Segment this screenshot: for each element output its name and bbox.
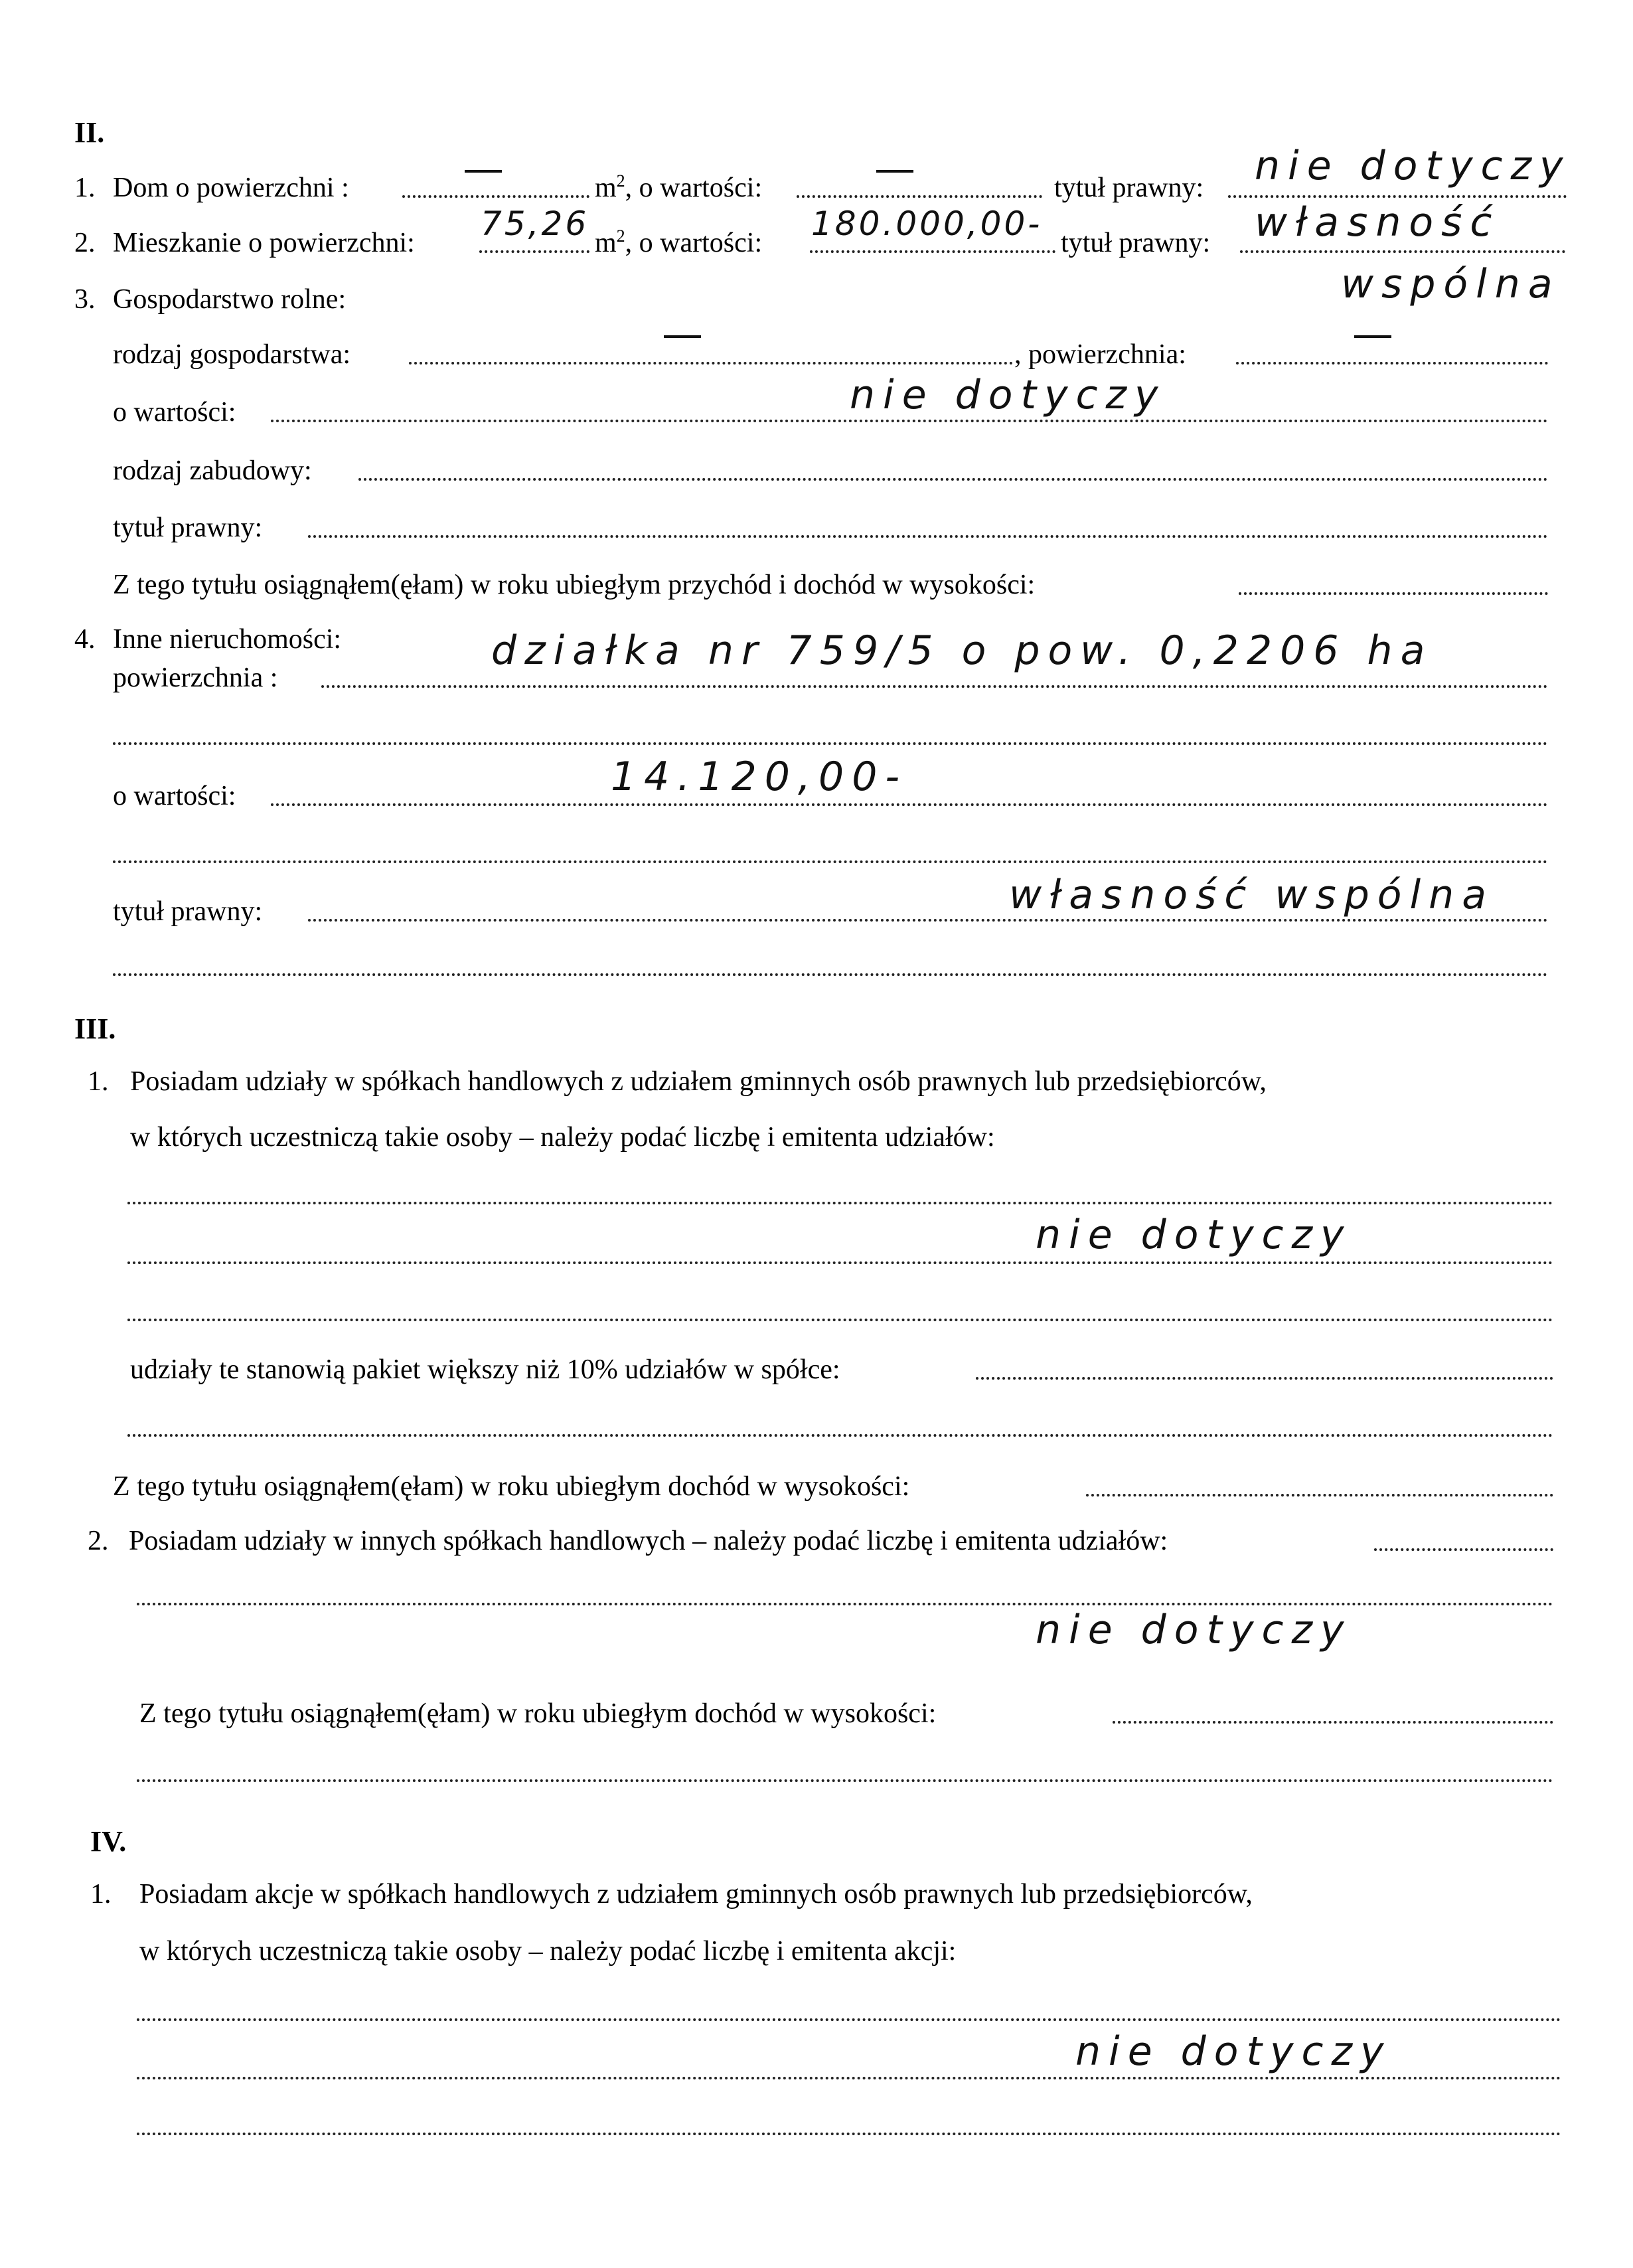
farm-title-field[interactable]: [308, 535, 1548, 538]
s3-item-2-income-label: Z tego tytułu osiągnąłem(ęłam) w roku ubiegłym dochód w wysokości:: [139, 1698, 937, 1729]
item-2-number: 2.: [74, 228, 96, 258]
apartment-area-field[interactable]: [479, 250, 589, 253]
house-title-field[interactable]: [1228, 195, 1567, 198]
section-3-heading: III.: [74, 1012, 116, 1045]
s4-item-1-field-2[interactable]: [137, 2077, 1561, 2079]
other-value-field-2[interactable]: [113, 860, 1548, 863]
section-4-heading: IV.: [90, 1825, 127, 1858]
other-area-field-2[interactable]: [113, 742, 1548, 745]
s3-item-2-line-1: Posiadam udziały w innych spółkach handlowych – należy podać liczbę i emitenta udziałów:: [129, 1526, 1168, 1556]
apartment-area-unit: $m^2$, o wartości:: [595, 226, 763, 258]
other-title-label: tytuł prawny:: [113, 896, 263, 927]
farm-type-dash: [664, 335, 701, 338]
apartment-title-handwriting-2: wspólna: [1341, 261, 1561, 307]
s3-income-field[interactable]: [1086, 1494, 1553, 1497]
s4-item-1-handwriting: nie dotyczy: [1075, 2028, 1392, 2075]
apartment-title-label: tytuł prawny:: [1061, 228, 1211, 258]
s3-item-1-line-2: w których uczestniczą takie osoby – należy podać liczbę i emitenta udziałów:: [130, 1122, 995, 1153]
farm-buildings-label: rodzaj zabudowy:: [113, 455, 312, 486]
farm-value-label: o wartości:: [113, 397, 236, 428]
other-area-handwriting: działka nr 759/5 o pow. 0,2206 ha: [491, 627, 1433, 674]
farm-value-field[interactable]: [271, 420, 1548, 422]
farm-value-handwriting: nie dotyczy: [850, 372, 1166, 418]
section-2-heading: II.: [74, 116, 105, 149]
apartment-title-field[interactable]: [1240, 250, 1565, 253]
s3-item-2-handwriting: nie dotyczy: [1036, 1607, 1352, 1653]
s3-item-1-number: 1.: [88, 1066, 109, 1097]
apartment-value-field[interactable]: [810, 250, 1055, 253]
s3-income-label: Z tego tytułu osiągnąłem(ęłam) w roku ubiegłym dochód w wysokości:: [113, 1471, 910, 1502]
house-value-dash: [876, 170, 913, 173]
other-title-field[interactable]: [308, 919, 1548, 922]
s3-package-field-2[interactable]: [127, 1434, 1553, 1437]
other-value-handwriting: 14.120,00-: [611, 754, 908, 800]
s3-item-2-field-1[interactable]: [137, 1603, 1553, 1605]
s3-item-2-number: 2.: [88, 1526, 109, 1556]
house-value-field[interactable]: [797, 195, 1042, 198]
other-area-label: powierzchnia :: [113, 663, 278, 693]
item-3-number: 3.: [74, 284, 96, 315]
farm-area-field[interactable]: [1236, 362, 1548, 364]
s4-item-1-line-1: Posiadam akcje w spółkach handlowych z udziałem gminnych osób prawnych lub przedsiębiorców,: [139, 1879, 1253, 1909]
house-area-label: Dom o powierzchni :: [113, 173, 349, 203]
farm-area-label: , powierzchnia:: [1014, 339, 1186, 370]
s4-item-1-field-3[interactable]: [137, 2133, 1561, 2135]
house-area-field[interactable]: [402, 195, 589, 198]
item-1-number: 1.: [74, 173, 96, 203]
s3-item-2-field-0[interactable]: [1374, 1548, 1553, 1551]
house-area-dash: [465, 170, 502, 173]
s3-item-1-field-1[interactable]: [127, 1202, 1553, 1204]
s3-item-2-field-2[interactable]: [137, 1779, 1553, 1782]
other-property-label: Inne nieruchomości:: [113, 624, 342, 655]
s3-item-1-field-3[interactable]: [127, 1319, 1553, 1321]
house-area-unit: $m^2$, o wartości:: [595, 171, 763, 203]
s4-item-1-number: 1.: [90, 1879, 112, 1909]
s4-item-1-line-2: w których uczestniczą takie osoby – należy podać liczbę i emitenta akcji:: [139, 1936, 957, 1967]
farm-type-label: rodzaj gospodarstwa:: [113, 339, 351, 370]
house-title-handwriting: nie dotyczy: [1255, 143, 1571, 189]
apartment-area-label: Mieszkanie o powierzchni:: [113, 228, 415, 258]
s4-item-1-field-1[interactable]: [137, 2018, 1561, 2021]
apartment-area-handwriting: 75,26: [481, 204, 589, 243]
other-title-handwriting: własność wspólna: [1009, 872, 1494, 918]
farm-buildings-field[interactable]: [358, 478, 1548, 481]
farm-income-label: Z tego tytułu osiągnąłem(ęłam) w roku ubiegłym przychód i dochód w wysokości:: [113, 570, 1036, 600]
other-value-field[interactable]: [271, 803, 1548, 806]
other-value-label: o wartości:: [113, 781, 236, 811]
apartment-value-handwriting: 180.000,00-: [811, 204, 1043, 243]
s3-item-1-field-2[interactable]: [127, 1261, 1553, 1264]
farm-title-label: tytuł prawny:: [113, 513, 263, 543]
farm-area-dash: [1354, 335, 1391, 338]
other-title-field-2[interactable]: [113, 973, 1548, 976]
other-area-field[interactable]: [321, 685, 1548, 688]
item-4-number: 4.: [74, 624, 96, 655]
farm-label: Gospodarstwo rolne:: [113, 284, 347, 315]
s3-item-2-income-field[interactable]: [1113, 1721, 1553, 1724]
house-title-label: tytuł prawny:: [1054, 173, 1204, 203]
farm-income-field[interactable]: [1239, 592, 1548, 595]
apartment-title-handwriting-1: własność: [1255, 199, 1500, 246]
s3-package-label: udziały te stanowią pakiet większy niż 10% udziałów w spółce:: [130, 1354, 840, 1385]
farm-type-field[interactable]: [409, 362, 1013, 364]
s3-item-1-line-1: Posiadam udziały w spółkach handlowych z udziałem gminnych osób prawnych lub przedsiębiorców,: [130, 1066, 1267, 1097]
s3-package-field[interactable]: [976, 1377, 1553, 1380]
s3-item-1-handwriting: nie dotyczy: [1036, 1212, 1352, 1258]
